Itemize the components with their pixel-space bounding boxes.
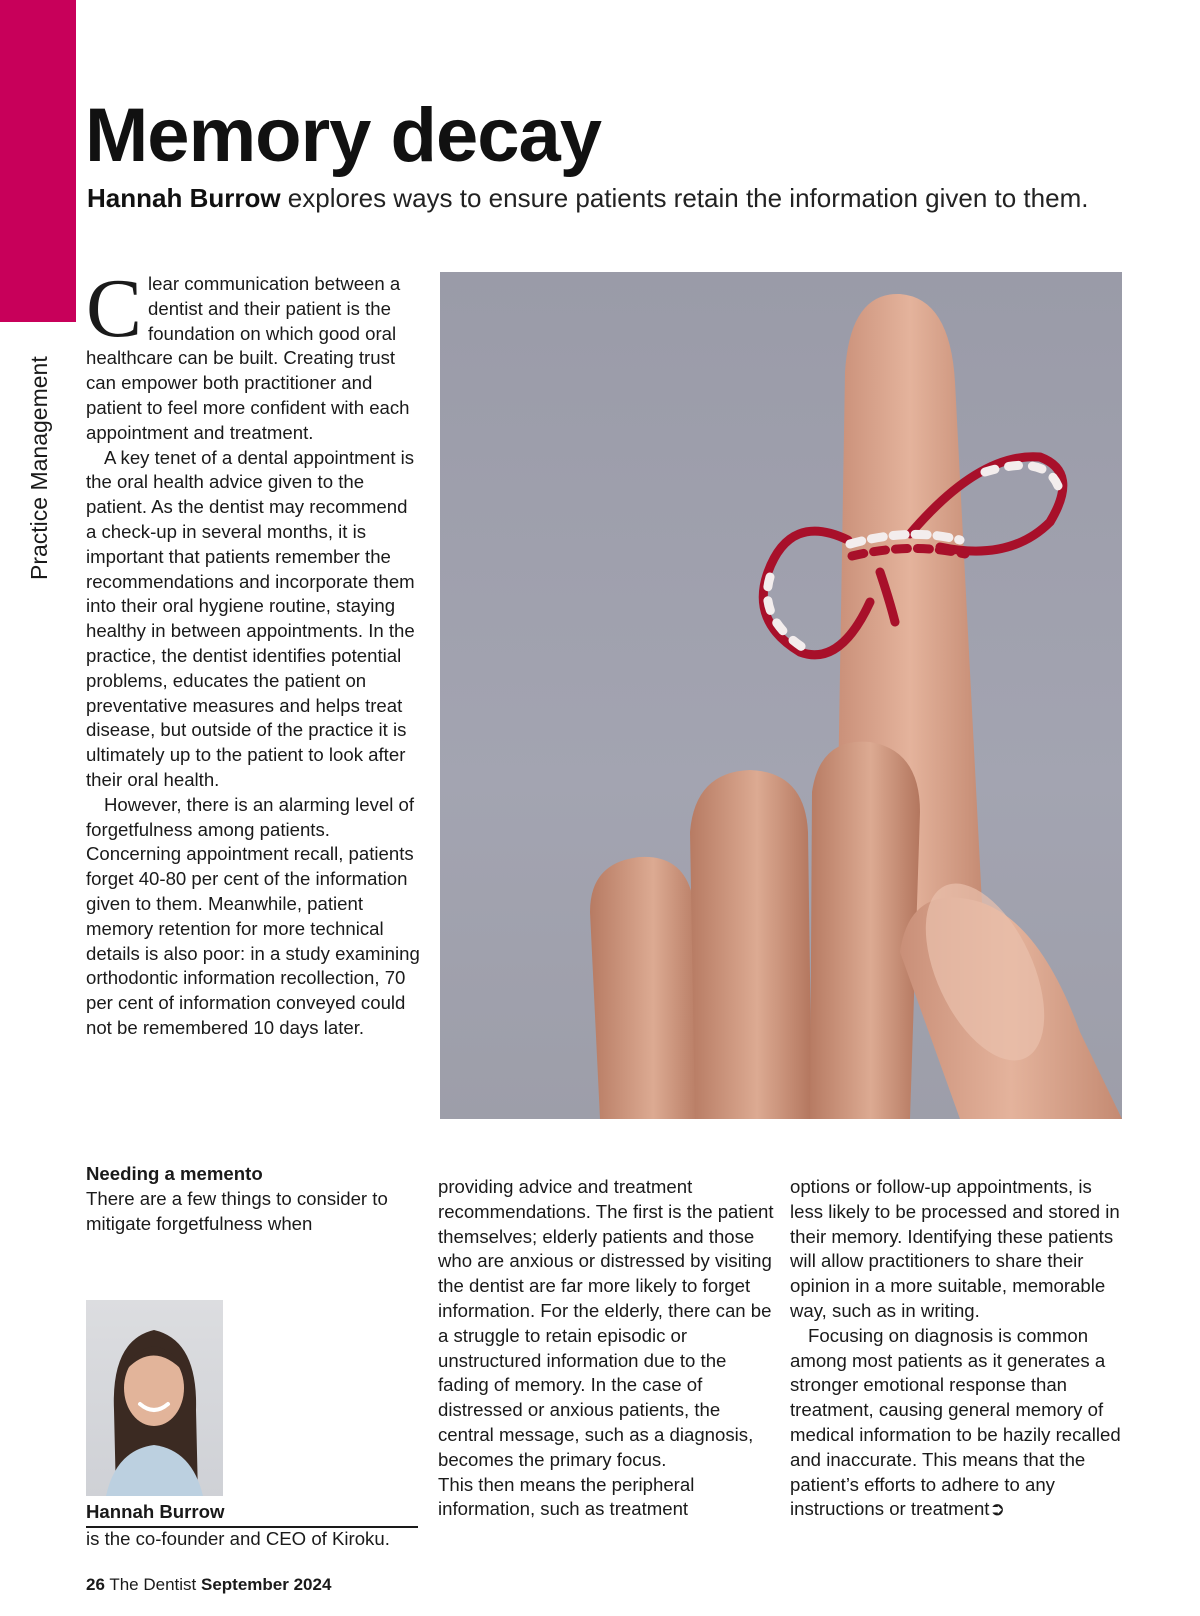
standfirst-author: Hannah Burrow bbox=[87, 183, 281, 213]
body-paragraph-8-text: Focusing on diagnosis is common among most patients as it generates a stronger emotional response than treatment, causing general memory of medical information to be hazily recalled and inaccurate. This means that the patient’s efforts to adhere to any instructions or treatment bbox=[790, 1324, 1121, 1520]
body-paragraph-6: This then means the peripheral information, such as treatment bbox=[438, 1473, 695, 1520]
issue-date: September 2024 bbox=[201, 1575, 332, 1594]
section-label: Practice Management bbox=[26, 356, 52, 580]
author-name: Hannah Burrow bbox=[86, 1500, 418, 1528]
body-paragraph-2: A key tenet of a dental appointment is the oral health advice given to the patient. As the dentist may recommend a check-up in several months, it is important that patients remember the recommendations and incorporate them into their oral hygiene routine, staying healthy in between appointments. In the practice, the dentist identifies potential problems, educates the patient on preventative measures and helps treat disease, but outside of the practice it is ultimately up to the patient to look after their oral health. bbox=[86, 446, 415, 790]
standfirst-text: explores ways to ensure patients retain the information given to them. bbox=[280, 183, 1089, 213]
page-number: 26 bbox=[86, 1575, 105, 1594]
body-column-2 bbox=[438, 1175, 774, 1522]
body-paragraph-8 bbox=[790, 1324, 1126, 1522]
page-footer bbox=[86, 1574, 331, 1596]
article-headline: Memory decay bbox=[85, 93, 602, 178]
hero-photo bbox=[440, 272, 1122, 1119]
body-paragraph-1-text: lear communication between a dentist and their patient is the foundation on which good oral healthcare can be built. Creating trust can empower both practitioner and patient to feel more confident with each appointment and treatment. bbox=[86, 273, 410, 443]
body-column-3 bbox=[790, 1175, 1126, 1522]
drop-cap: C bbox=[86, 262, 143, 355]
continue-arrow-icon: ➲ bbox=[989, 1498, 1006, 1520]
section-accent-bar bbox=[0, 0, 76, 322]
body-column-1 bbox=[86, 262, 422, 1041]
body-paragraph-5: providing advice and treatment recommendations. The first is the patient themselves; elderly patients and those who are anxious or distressed by visiting the dentist are far more likely to forget information. For the elderly, there can be a struggle to retain episodic or unstructured information due to the fading of memory. In the case of distressed or anxious patients, the central message, such as a diagnosis, becomes the primary focus. bbox=[438, 1176, 774, 1470]
subheading: Needing a memento bbox=[86, 1163, 263, 1184]
publication-name: The Dentist bbox=[104, 1575, 201, 1594]
body-paragraph-7: options or follow-up appointments, is less likely to be processed and stored in their memory. Identifying these patients will allow practitioners to share their opinion in a more suitable, memorable way, such as in writing. bbox=[790, 1176, 1120, 1321]
author-bio: is the co-founder and CEO of Kiroku. bbox=[86, 1528, 390, 1549]
body-paragraph-1 bbox=[86, 262, 422, 446]
body-paragraph-4: There are a few things to consider to mitigate forgetfulness when bbox=[86, 1188, 388, 1234]
body-column-1-bottom bbox=[86, 1187, 422, 1237]
standfirst bbox=[87, 180, 1187, 216]
author-photo bbox=[86, 1300, 223, 1496]
body-paragraph-3: However, there is an alarming level of forgetfulness among patients. Concerning appointment recall, patients forget 40-80 per cent of the information given to them. Meanwhile, patient memory retention for more technical details is also poor: in a study examining orthodontic information recollection, 70 per cent of information conveyed could not be remembered 10 days later. bbox=[86, 793, 420, 1038]
